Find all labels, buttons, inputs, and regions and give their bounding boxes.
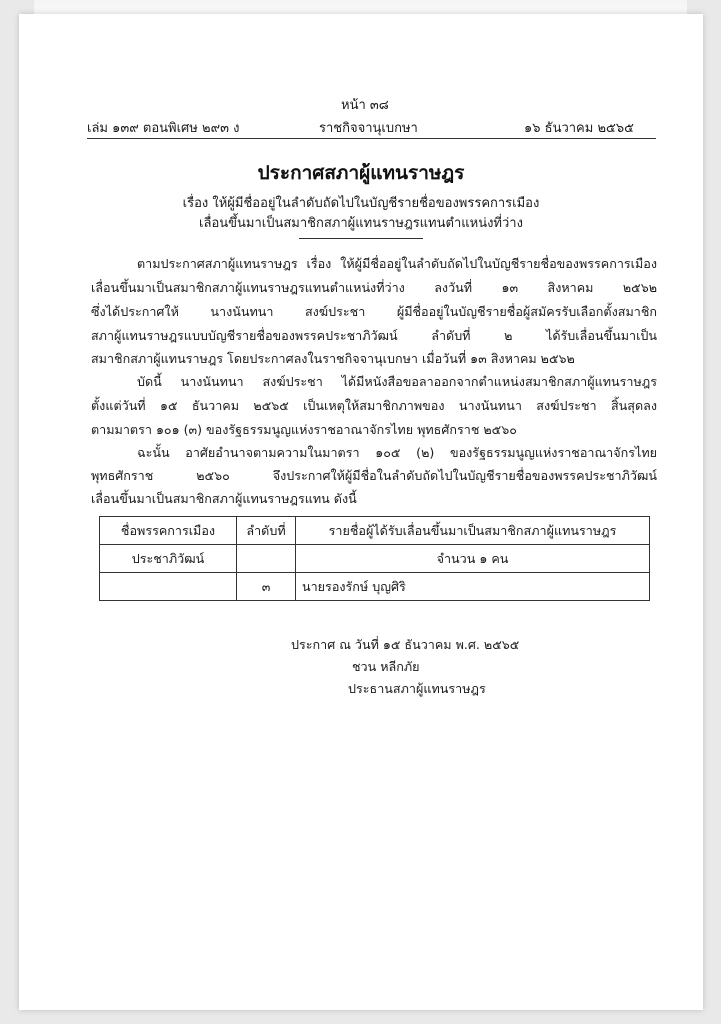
paragraph-1-line: สภาผู้แทนราษฎรแบบบัญชีรายชื่อของพรรคประชาภิวัฒน์ ลำดับที่ ๒ ได้รับเลื่อนขึ้นมาเป็น: [91, 328, 657, 343]
subject-line-2: เลื่อนขึ้นมาเป็นสมาชิกสภาผู้แทนราษฎรแทนตำแหน่งที่ว่าง: [199, 216, 523, 231]
title-separator: [299, 238, 423, 239]
paragraph-2-line: ตั้งแต่วันที่ ๑๕ ธันวาคม ๒๕๖๕ เป็นเหตุให้สมาชิกภาพของ นางนันทนา สงฆ์ประชา สิ้นสุดลง: [91, 398, 657, 413]
paragraph-2-line: ตามมาตรา ๑๐๑ (๓) ของรัฐธรรมนูญแห่งราชอาณาจักรไทย พุทธศักราช ๒๕๖๐: [91, 422, 517, 437]
order-cell: [237, 545, 296, 573]
party-cell: [100, 573, 237, 601]
order-cell: ๓: [237, 573, 296, 601]
paragraph-3-line: เลื่อนขึ้นมาเป็นสมาชิกสภาผู้แทนราษฎรแทน ดังนี้: [91, 491, 357, 506]
paragraph-1-line: เลื่อนขึ้นมาเป็นสมาชิกสภาผู้แทนราษฎรแทนตำแหน่งที่ว่าง ลงวันที่ ๑๓ สิงหาคม ๒๕๖๒: [91, 280, 657, 295]
table-row: [100, 545, 650, 573]
signatory-name: ชวน หลีกภัย: [352, 659, 420, 674]
announcement-date: ประกาศ ณ วันที่ ๑๕ ธันวาคม พ.ศ. ๒๕๖๕: [291, 637, 520, 652]
paragraph-3-line: ฉะนั้น อาศัยอำนาจตามความในมาตรา ๑๐๕ (๒) ของรัฐธรรมนูญแห่งราชอาณาจักรไทย: [137, 445, 657, 460]
subject-line-1: เรื่อง ให้ผู้มีชื่ออยู่ในลำดับถัดไปในบัญชีรายชื่อของพรรคการเมือง: [182, 196, 540, 211]
announcement-title: ประกาศสภาผู้แทนราษฎร: [257, 162, 465, 184]
paragraph-1-line: สมาชิกสภาผู้แทนราษฎร โดยประกาศลงในราชกิจจานุเบกษา เมื่อวันที่ ๑๓ สิงหาคม ๒๕๖๒: [91, 351, 575, 366]
column-header-party: ชื่อพรรคการเมือง: [100, 517, 237, 545]
party-cell: ประชาภิวัฒน์: [100, 545, 237, 573]
paragraph-2-line: บัดนี้ นางนันทนา สงฆ์ประชา ได้มีหนังสือขอลาออกจากตำแหน่งสมาชิกสภาผู้แทนราษฎร: [137, 374, 657, 389]
volume-label: เล่ม ๑๓๙ ตอนพิเศษ ๒๙๓ ง: [87, 121, 240, 136]
document-page: [19, 14, 703, 1010]
header-rule: [87, 138, 656, 139]
column-header-name: รายชื่อผู้ได้รับเลื่อนขึ้นมาเป็นสมาชิกสภาผู้แทนราษฎร: [296, 517, 650, 545]
paragraph-3-line: พุทธศักราช ๒๕๖๐ จึงประกาศให้ผู้มีชื่อในลำดับถัดไปในบัญชีรายชื่อของพรรคประชาภิวัฒน์: [91, 468, 657, 483]
paragraph-1-line: ซึ่งได้ประกาศให้ นางนันทนา สงฆ์ประชา ผู้มีชื่ออยู่ในบัญชีรายชื่อผู้สมัครรับเลือกตั้งสมาชิก: [91, 304, 657, 319]
issue-date: ๑๖ ธันวาคม ๒๕๖๕: [524, 121, 634, 136]
column-header-order: ลำดับที่: [237, 517, 296, 545]
signatory-position: ประธานสภาผู้แทนราษฎร: [348, 681, 486, 696]
member-name-cell: นายรองรักษ์ บุญศิริ: [296, 573, 650, 601]
promotion-table: [99, 516, 650, 601]
count-cell: จำนวน ๑ คน: [296, 545, 650, 573]
table-header-row: [100, 517, 650, 545]
page-number: หน้า ๓๘: [341, 98, 389, 113]
table-row: [100, 573, 650, 601]
gazette-name: ราชกิจจานุเบกษา: [319, 121, 418, 136]
paragraph-1-line: ตามประกาศสภาผู้แทนราษฎร เรื่อง ให้ผู้มีชื่ออยู่ในลำดับถัดไปในบัญชีรายชื่อของพรรคการเมือง: [137, 256, 657, 271]
